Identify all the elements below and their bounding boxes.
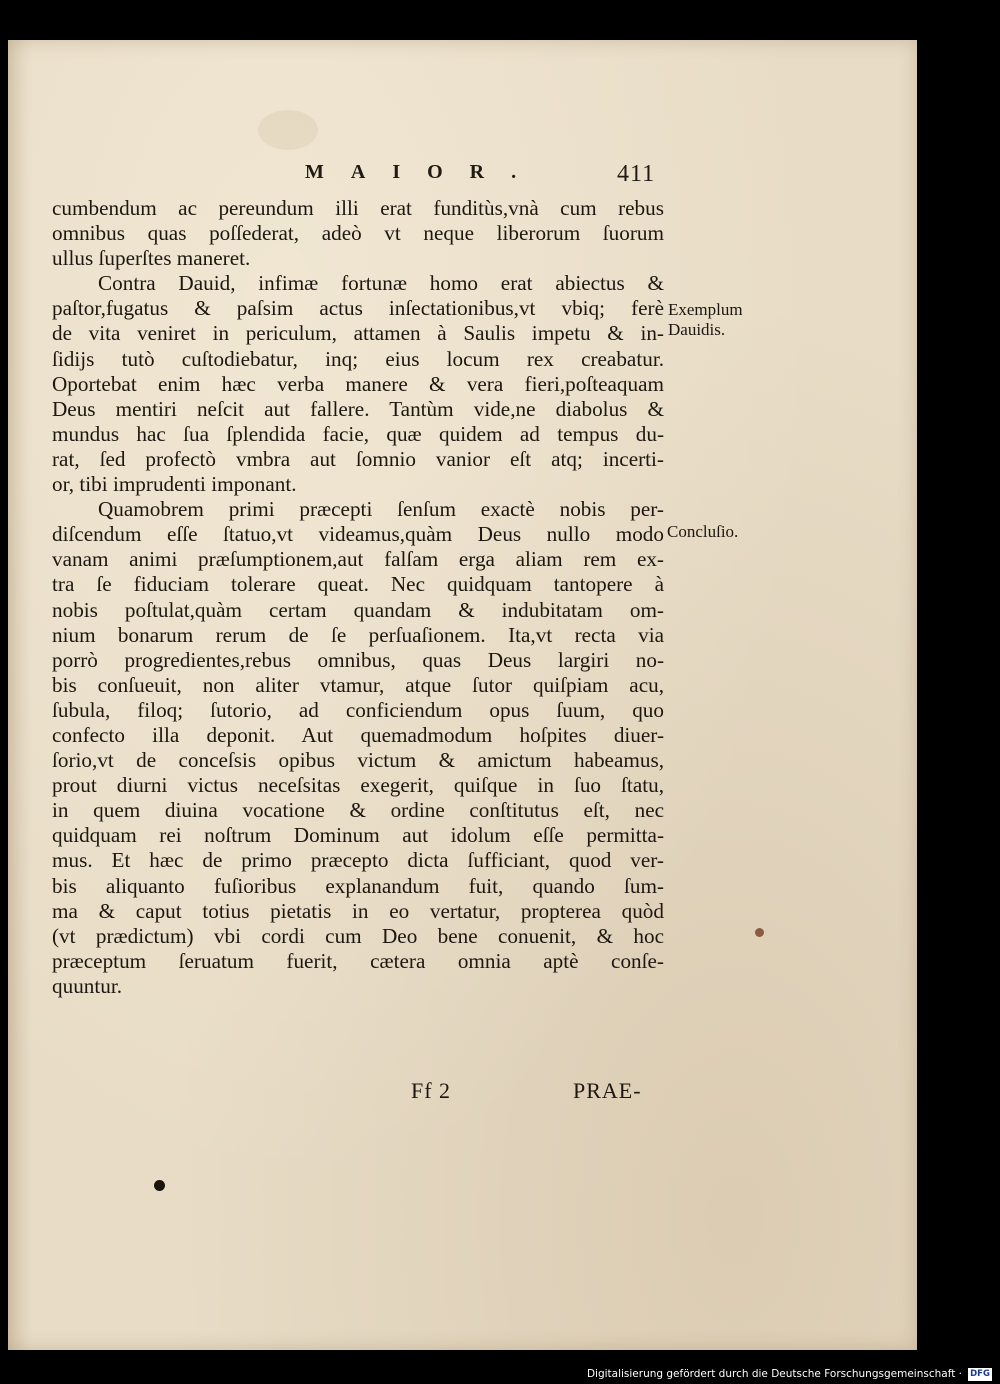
text-line: porrò progredientes,rebus omnibus, quas Deus largiri no- [52,647,664,672]
marginal-note-line: Dauidis. [668,320,726,339]
text-line: Oportebat enim hæc verba manere & vera fieri,poſteaquam [52,371,664,396]
text-line: rat, ſed profectò vmbra aut ſomnio vanior eſt atq; incerti- [52,446,664,471]
text-line: mus. Et hæc de primo præcepto dicta ſufficiant, quod ver- [52,848,664,873]
marginal-note-conclusio [667,522,738,542]
text-line: bis conſueuit, non aliter vtamur, atque ſutor quiſpiam acu, [52,672,664,697]
text-line: or, tibi imprudenti imponant. [52,472,297,497]
text-line: ſorio,vt de conceſsis opibus victum & amictum habeamus, [52,748,664,773]
running-head [0,161,1000,193]
digitization-credit-text: Digitalisierung gefördert durch die Deutsche Forschungsgemeinschaft · [586,1368,962,1380]
text-line: ſubula, filoq; ſutorio, ad conficiendum opus ſuum, quo [52,697,664,722]
catchword: PRAE- [573,1078,642,1103]
dfg-logo-icon: DFG [968,1368,992,1381]
text-line: nobis poſtulat,quàm certam quandam & indubitatam om- [52,597,664,622]
text-line: paſtor,fugatus & paſsim actus inſectationibus,vt vbiq; ferè [52,296,664,321]
main-text-block [52,196,664,999]
text-line: nium bonarum rerum de ſe perſuaſionem. Ita,vt recta via [52,622,664,647]
text-line: vanam animi præſumptionem,aut falſam erga aliam rem ex- [52,547,664,572]
text-line: cumbendum ac pereundum illi erat funditùs,vnà cum rebus [52,196,664,220]
text-line: (vt prædictum) vbi cordi cum Deo bene conuenit, & hoc [52,923,664,948]
text-line: ſidijs tutò cuſtodiebatur, inq; eius locum rex creabatur. [52,346,664,371]
text-line: prout diurni victus neceſsitas exegerit, quiſque in ſuo ſtatu, [52,773,664,798]
text-line: Contra Dauid, infimæ fortunæ homo erat abiectus & [98,271,664,296]
foxing-mark [258,110,318,150]
text-line: Quamobrem primi præcepti ſenſum exactè nobis per- [98,497,664,522]
text-line: ma & caput totius pietatis in eo vertatur, propterea quòd [52,898,664,923]
text-line: quuntur. [52,973,123,998]
running-head-title: MAIOR. [305,161,544,183]
marginal-note-exemplum [668,300,743,340]
text-line: diſcendum eſſe ſtatuo,vt videamus,quàm Deus nullo modo [52,522,664,547]
page-number: 411 [617,161,656,187]
ink-dot-mark [154,1180,165,1191]
text-line: bis aliquanto fuſioribus explanandum fuit, quando ſum- [52,873,664,898]
digitization-credit-bar [0,1366,1000,1384]
text-line: mundus hac ſua ſplendida facie, quæ quidem ad tempus du- [52,421,664,446]
text-line: tra ſe fiduciam tolerare queat. Nec quidquam tantopere à [52,572,664,597]
signature-mark: Ff 2 [411,1078,452,1103]
text-line: ullus ſuperſtes maneret. [52,246,251,271]
text-line: quidquam rei noſtrum Dominum aut idolum eſſe permitta- [52,823,664,848]
text-line: confecto illa deponit. Aut quemadmodum hoſpites diuer- [52,722,664,747]
text-line: præceptum ſeruatum fuerit, cætera omnia aptè conſe- [52,948,664,973]
stain-mark [755,928,764,937]
marginal-note-line: Concluſio. [667,522,739,541]
marginal-note-line: Exemplum [668,300,743,319]
text-line: de vita veniret in periculum, attamen à Saulis impetu & in- [52,321,664,346]
page-footer [0,1078,1000,1110]
text-line: in quem diuina vocatione & ordine conſtitutus eſt, nec [52,798,664,823]
text-line: Deus mentiri neſcit aut fallere. Tantùm vide,ne diabolus & [52,396,664,421]
text-line: omnibus quas poſſederat, adeò vt neque liberorum ſuorum [52,221,664,246]
